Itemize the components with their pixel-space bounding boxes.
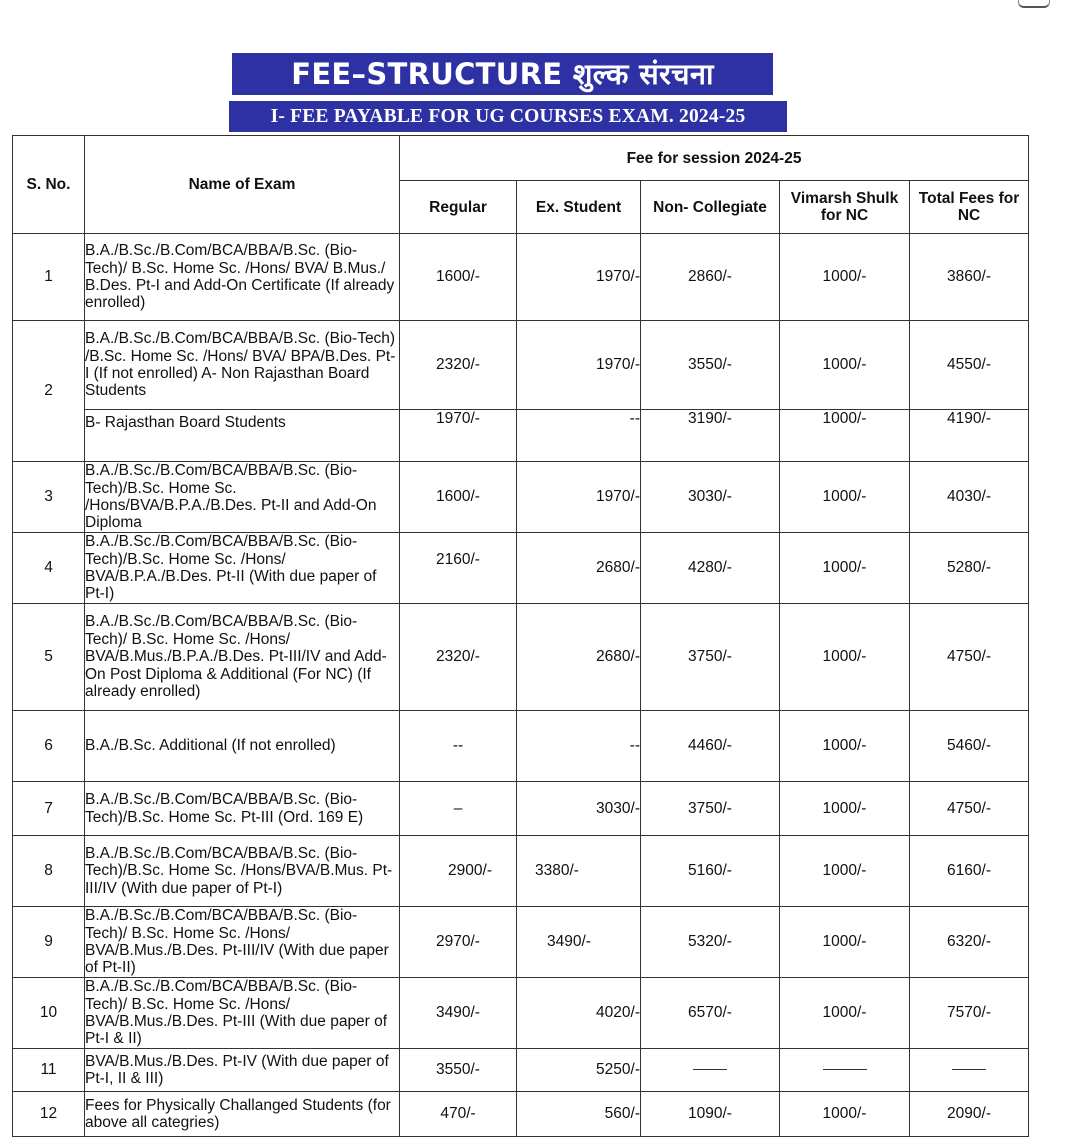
fee-table [12,135,1029,1137]
total-fee: 4190/- [910,410,1029,462]
table-row [13,462,1029,533]
total-fee: 2090/- [910,1092,1029,1137]
total-fee: 7570/- [910,978,1029,1049]
sno-cell: 4 [13,533,85,604]
table-row [13,711,1029,782]
regular-fee: 2320/- [400,604,517,711]
regular-fee: 3550/- [400,1049,517,1092]
header-sno: S. No. [13,136,85,234]
total-fee: 4030/- [910,462,1029,533]
total-fee: 4550/- [910,321,1029,410]
regular-fee: 2900/- [400,836,517,907]
ex-student-fee: 3490/- [517,907,641,978]
header-fee-group: Fee for session 2024-25 [400,136,1029,181]
ex-student-fee: 1970/- [517,321,641,410]
table-row [13,1049,1029,1092]
regular-fee: 2160/- [400,533,517,604]
total-fee: 3860/- [910,234,1029,321]
total-fee: 5460/- [910,711,1029,782]
regular-fee: 2320/- [400,321,517,410]
vimarsh-fee: 1000/- [780,711,910,782]
table-row [13,234,1029,321]
exam-cell: B.A./B.Sc./B.Com/BCA/BBA/B.Sc. (Bio-Tech)/ B.Sc. Home Sc. /Hons/ BVA/B.Mus./B.Des. Pt-III/IV (With due paper of Pt-II) [85,907,400,978]
exam-cell: B.A./B.Sc./B.Com/BCA/BBA/B.Sc. (Bio-Tech)/ B.Sc. Home Sc. /Hons/ BVA/ B.Mus./ B.Des. Pt-I and Add-On Certificate (If already enrolled) [85,234,400,321]
vimarsh-fee: 1000/- [780,907,910,978]
exam-cell: BVA/B.Mus./B.Des. Pt-IV (With due paper of Pt-I, II & III) [85,1049,400,1092]
vimarsh-fee: 1000/- [780,533,910,604]
exam-cell: B.A./B.Sc./B.Com/BCA/BBA/B.Sc. (Bio-Tech)/B.Sc. Home Sc. /Hons/BVA/B.P.A./B.Des. Pt-II and Add-On Diploma [85,462,400,533]
page-subtitle: I- FEE PAYABLE FOR UG COURSES EXAM. 2024-25 [229,101,787,132]
vimarsh-fee: 1000/- [780,321,910,410]
total-fee: 4750/- [910,782,1029,836]
table-row [13,907,1029,978]
sno-cell: 8 [13,836,85,907]
ex-student-fee: -- [517,711,641,782]
ex-student-fee: 3030/- [517,782,641,836]
vimarsh-fee: 1000/- [780,462,910,533]
vimarsh-fee: 1000/- [780,782,910,836]
exam-cell: B.A./B.Sc./B.Com/BCA/BBA/B.Sc. (Bio-Tech) /B.Sc. Home Sc. /Hons/ BVA/ BPA/B.Des. Pt-I (If not enrolled) A- Non Rajasthan Board Students [85,321,400,410]
blank-dash [823,1069,867,1070]
table-row [13,533,1029,604]
non-collegiate-fee: 4460/- [641,711,780,782]
header-name: Name of Exam [85,136,400,234]
ex-student-fee: 1970/- [517,234,641,321]
total-fee [910,1049,1029,1092]
non-collegiate-fee: 3750/- [641,782,780,836]
header-row [13,136,1029,181]
table-row [13,410,1029,462]
non-collegiate-fee: 2860/- [641,234,780,321]
non-collegiate-fee: 3030/- [641,462,780,533]
header-ex-student: Ex. Student [517,181,641,234]
total-fee: 6160/- [910,836,1029,907]
non-collegiate-fee: 3190/- [641,410,780,462]
header-non-collegiate: Non- Collegiate [641,181,780,234]
total-fee: 6320/- [910,907,1029,978]
ex-student-fee: 3380/- [517,836,641,907]
table-row [13,1092,1029,1137]
regular-fee: 470/- [400,1092,517,1137]
header-regular: Regular [400,181,517,234]
ex-student-fee: -- [517,410,641,462]
ex-student-fee: 5250/- [517,1049,641,1092]
exam-cell: B.A./B.Sc./B.Com/BCA/BBA/B.Sc. (Bio-Tech)/ B.Sc. Home Sc. /Hons/ BVA/B.Mus./B.P.A./B.Des. Pt-III/IV and Add-On Post Diploma & Additional (For NC) (If already enrolled) [85,604,400,711]
regular-fee: 1970/- [400,410,517,462]
exam-cell: B.A./B.Sc./B.Com/BCA/BBA/B.Sc. (Bio-Tech)/B.Sc. Home Sc. /Hons/BVA/B.Mus. Pt-III/IV (With due paper of Pt-I) [85,836,400,907]
exam-cell: B.A./B.Sc./B.Com/BCA/BBA/B.Sc. (Bio-Tech)/ B.Sc. Home Sc. /Hons/ BVA/B.Mus./B.Des. Pt-III (With due paper of Pt-I & II) [85,978,400,1049]
regular-fee: 2970/- [400,907,517,978]
ex-student-fee: 2680/- [517,533,641,604]
total-fee: 4750/- [910,604,1029,711]
header-total: Total Fees for NC [910,181,1029,234]
sno-cell: 9 [13,907,85,978]
vimarsh-fee: 1000/- [780,1092,910,1137]
non-collegiate-fee [641,1049,780,1092]
sno-cell: 10 [13,978,85,1049]
non-collegiate-fee: 5320/- [641,907,780,978]
non-collegiate-fee: 3750/- [641,604,780,711]
sno-cell: 7 [13,782,85,836]
sno-cell: 6 [13,711,85,782]
exam-cell: B.A./B.Sc./B.Com/BCA/BBA/B.Sc. (Bio-Tech)/B.Sc. Home Sc. Pt-III (Ord. 169 E) [85,782,400,836]
header-vimarsh: Vimarsh Shulk for NC [780,181,910,234]
table-row [13,604,1029,711]
non-collegiate-fee: 6570/- [641,978,780,1049]
vimarsh-fee [780,1049,910,1092]
vimarsh-fee: 1000/- [780,604,910,711]
vimarsh-fee: 1000/- [780,836,910,907]
non-collegiate-fee: 1090/- [641,1092,780,1137]
non-collegiate-fee: 3550/- [641,321,780,410]
regular-fee: 1600/- [400,462,517,533]
non-collegiate-fee: 5160/- [641,836,780,907]
sno-cell: 1 [13,234,85,321]
exam-cell: B.A./B.Sc./B.Com/BCA/BBA/B.Sc. (Bio-Tech)/B.Sc. Home Sc. /Hons/ BVA/B.P.A./B.Des. Pt-II (With due paper of Pt-I) [85,533,400,604]
page-title: FEE–STRUCTURE शुल्क संरचना [232,53,773,95]
sno-cell: 12 [13,1092,85,1137]
ex-student-fee: 1970/- [517,462,641,533]
table-row [13,321,1029,410]
sno-cell: 11 [13,1049,85,1092]
exam-cell: B- Rajasthan Board Students [85,410,400,462]
ex-student-fee: 2680/- [517,604,641,711]
vimarsh-fee: 1000/- [780,978,910,1049]
regular-fee: -- [400,711,517,782]
regular-fee: – [400,782,517,836]
vimarsh-fee: 1000/- [780,410,910,462]
sno-cell: 5 [13,604,85,711]
table-row [13,836,1029,907]
exam-cell: Fees for Physically Challanged Students (for above all categries) [85,1092,400,1137]
blank-dash [693,1069,727,1070]
sno-cell: 3 [13,462,85,533]
blank-dash [952,1069,986,1070]
regular-fee: 3490/- [400,978,517,1049]
corner-mark [1018,0,1050,8]
table-row [13,978,1029,1049]
ex-student-fee: 560/- [517,1092,641,1137]
vimarsh-fee: 1000/- [780,234,910,321]
sno-cell: 2 [13,321,85,462]
non-collegiate-fee: 4280/- [641,533,780,604]
exam-cell: B.A./B.Sc. Additional (If not enrolled) [85,711,400,782]
total-fee: 5280/- [910,533,1029,604]
table-row [13,782,1029,836]
regular-fee: 1600/- [400,234,517,321]
ex-student-fee: 4020/- [517,978,641,1049]
